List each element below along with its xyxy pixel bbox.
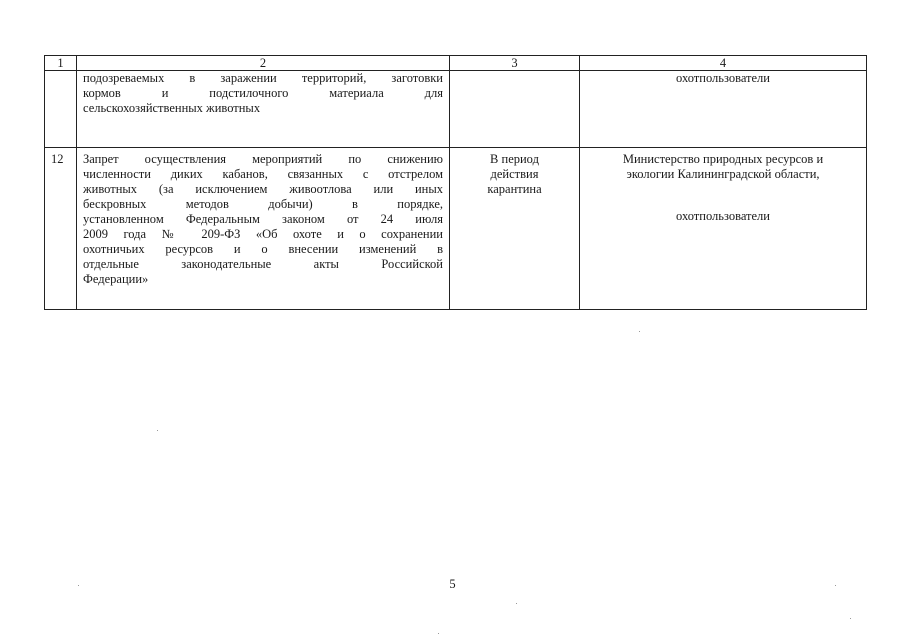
text-line: бескровных методов добычи) в порядке, [83,197,443,211]
table-header-row [45,56,867,71]
text-line: кормов и подстилочного материала для [83,86,443,100]
text-line: отдельные законодательные акты Российской [83,257,443,271]
measure-period [450,71,580,148]
table-row [45,71,867,148]
text-line: охотничьих ресурсов и о внесении изменений в [83,242,443,256]
text-line: В период [490,152,539,166]
measures-table [44,55,867,310]
scan-speck [157,430,158,431]
spacer [586,182,860,209]
column-header-3: 3 [450,56,580,71]
text-line: Федерации» [83,272,149,286]
measure-responsible [580,148,867,310]
column-header-2: 2 [77,56,450,71]
scan-speck [850,618,851,619]
scan-speck [835,585,836,586]
column-header-1: 1 [45,56,77,71]
column-header-4: 4 [580,56,867,71]
text-line: животных (за исключением живоотлова или иных [83,182,443,196]
row-number: 12 [45,148,77,310]
measure-description [77,148,450,310]
scan-speck [639,331,640,332]
measure-description [77,71,450,148]
text-line: действия [490,167,539,181]
row-number [45,71,77,148]
table-row [45,148,867,310]
text-line: экологии Калининградской области, [626,167,820,181]
measure-responsible [580,71,867,148]
text-line: 2009 года № 209-ФЗ «Об охоте и о сохранении [83,227,443,241]
text-line: подозреваемых в заражении территорий, заготовки [83,71,443,85]
text-line: Запрет осуществления мероприятий по снижению [83,152,443,166]
text-line: сельскохозяйственных животных [83,101,261,115]
text-line: установленном Федеральным законом от 24 июля [83,212,443,226]
text-line: карантина [487,182,542,196]
text-line: охотпользователи [676,209,770,223]
scan-speck [516,603,517,604]
scan-speck [78,585,79,586]
text-line: численности диких кабанов, связанных с отстрелом [83,167,443,181]
scan-speck [438,633,439,634]
page-number: 5 [449,577,456,591]
text-line: Министерство природных ресурсов и [622,152,824,166]
text-line: охотпользователи [676,71,770,85]
measure-period [450,148,580,310]
